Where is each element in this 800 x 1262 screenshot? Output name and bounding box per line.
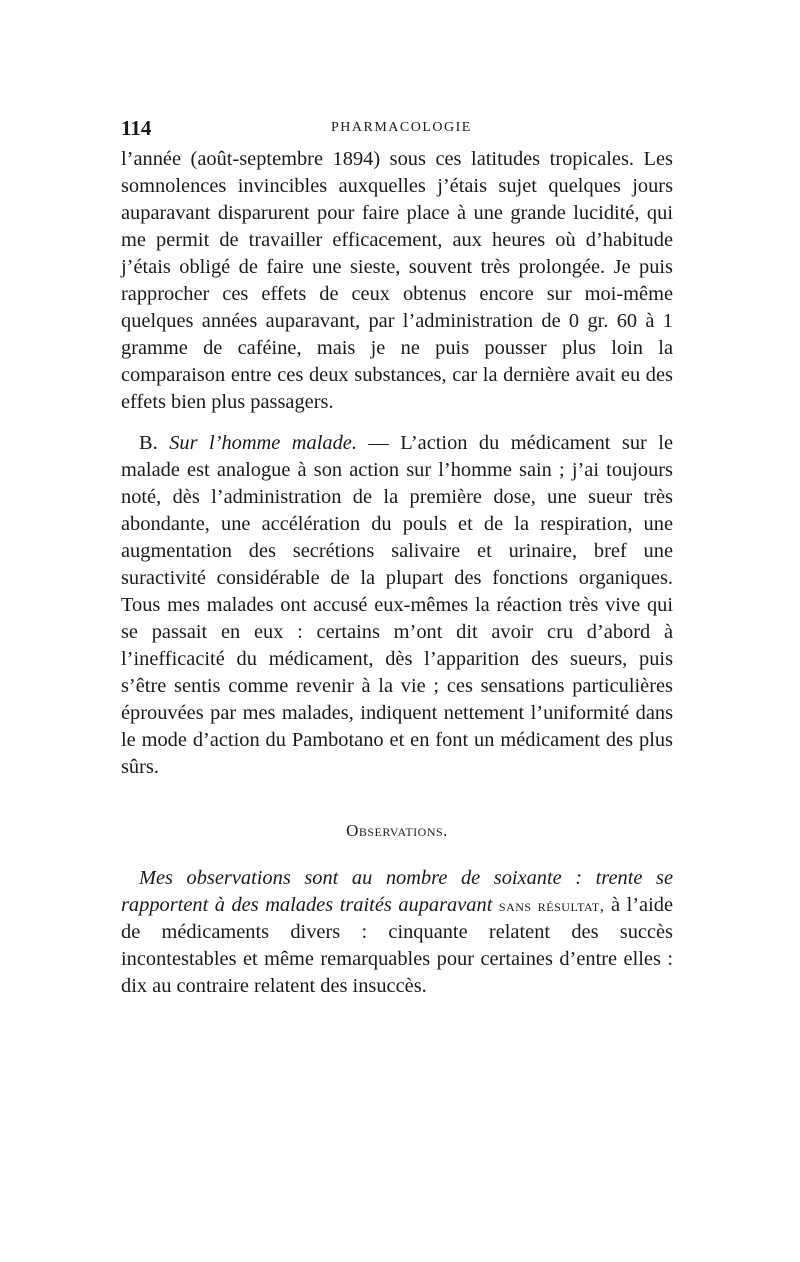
paragraph-italic-text: Mes observations sont au nombre de soixante : trente se rapportent à des malades traités auparavant <box>121 867 673 916</box>
paragraph-text: à l’aide de médicaments divers : cinquante relatent des succès incontestables et même remarquables pour certaines d’entre elles : dix au contraire relatent des insuccès. <box>121 894 673 997</box>
page-header <box>121 110 673 146</box>
section-title: Observations. <box>346 821 448 840</box>
running-head: PHARMACOLOGIE <box>331 120 472 135</box>
page-number: 114 <box>121 116 152 140</box>
paragraph <box>121 865 673 1000</box>
body-text <box>121 146 673 1000</box>
book-page <box>121 110 673 1000</box>
paragraph: l’année (août-septembre 1894) sous ces latitudes tropicales. Les somnolences invincibles auxquelles j’étais sujet quelques jours auparavant disparurent pour faire place à une grande lucidité, qui me permit de travailler efficacement, aux heures où d’habitude j’étais obligé de faire une sieste, souvent très prolongée. Je puis rapprocher ces effets de ceux obtenus encore sur moi-même quelques années auparavant, par l’administration de 0 gr. 60 à 1 gramme de caféine, mais je ne puis pousser plus loin la comparaison entre ces deux substances, car la dernière avait eu des effets bien plus passagers. <box>121 148 673 413</box>
paragraph-text: — L’action du médicament sur le malade est analogue à son action sur l’homme sain ; j’ai toujours noté, dès l’administration de la première dose, une sueur très abondante, une accélération du pouls et de la respiration, une augmentation des secrétions salivaire et urinaire, bref une suractivité considérable de la plupart des fonctions organiques. Tous mes malades ont accusé eux-mêmes la réaction très vive qui se passait en eux : certains m’ont dit avoir cru d’abord à l’inefficacité du médicament, dès l’apparition des sueurs, puis s’être sentis comme revenir à la vie ; ces sensations particulières éprouvées par mes malades, indiquent nettement l’uniformité dans le mode d’action du Pambotano et en font un médicament des plus sûrs. <box>121 432 674 778</box>
paragraph-small-caps: sans résultat, <box>498 896 605 915</box>
paragraph-label: B. <box>139 432 158 454</box>
paragraph-heading: Sur l’homme malade. <box>169 432 357 454</box>
paragraph <box>121 430 673 781</box>
